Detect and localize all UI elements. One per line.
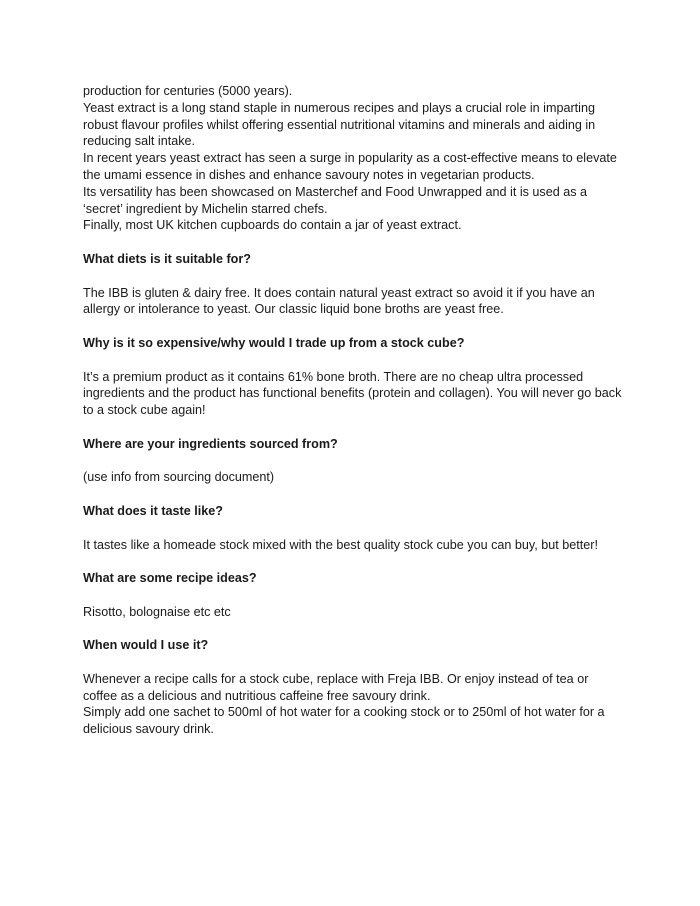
spacer: [83, 268, 623, 285]
spacer: [83, 234, 623, 251]
spacer: [83, 318, 623, 335]
spacer: [83, 453, 623, 470]
intro-paragraph: production for centuries (5000 years).: [83, 84, 293, 98]
spacer: [83, 419, 623, 436]
faq-answer-usage: Whenever a recipe calls for a stock cube, replace with Freja IBB. Or enjoy instead of tea or coffee as a delicious and nutritious caffeine free savoury drink.: [83, 671, 589, 703]
faq-question-diets: What diets is it suitable for?: [83, 251, 251, 266]
spacer: [83, 553, 623, 570]
intro-paragraph: Its versatility has been showcased on Masterchef and Food Unwrapped and it is used as a ‘secret’ ingredient by Michelin starred chefs.: [83, 184, 588, 216]
faq-answer-price: It’s a premium product as it contains 61% bone broth. There are no cheap ultra processed ingredients and the product has functional benefits (protein and collagen). You will never go back to a stock cube again!: [83, 369, 622, 418]
faq-question-price: Why is it so expensive/why would I trade up from a stock cube?: [83, 335, 465, 350]
faq-question-taste: What does it taste like?: [83, 503, 223, 518]
faq-answer-taste: It tastes like a homeade stock mixed with the best quality stock cube you can buy, but better!: [83, 537, 598, 552]
intro-paragraph: Finally, most UK kitchen cupboards do contain a jar of yeast extract.: [83, 218, 462, 233]
faq-question-recipes: What are some recipe ideas?: [83, 571, 257, 586]
faq-answer-diets: The IBB is gluten & dairy free. It does contain natural yeast extract so avoid it if you have an allergy or intolerance to yeast. Our classic liquid bone broths are yeast free.: [83, 285, 595, 317]
spacer: [83, 654, 623, 671]
faq-question-sourcing: Where are your ingredients sourced from?: [83, 436, 338, 451]
faq-answer-recipes: Risotto, bolognaise etc etc: [83, 604, 231, 619]
spacer: [83, 352, 623, 369]
intro-paragraph: In recent years yeast extract has seen a surge in popularity as a cost-effective means to elevate the umami essence in dishes and enhance savoury notes in vegetarian products.: [83, 151, 617, 182]
spacer: [83, 520, 623, 537]
spacer: [83, 587, 623, 604]
faq-answer-sourcing: (use info from sourcing document): [83, 470, 275, 485]
document-body: [83, 83, 623, 738]
faq-question-usage: When would I use it?: [83, 638, 209, 653]
spacer: [83, 486, 623, 503]
faq-answer-usage: Simply add one sachet to 500ml of hot water for a cooking stock or to 250ml of hot water for a delicious savoury drink.: [83, 705, 605, 737]
spacer: [83, 621, 623, 638]
intro-paragraph: Yeast extract is a long stand staple in numerous recipes and plays a crucial role in imparting robust flavour profiles whilst offering essential nutritional vitamins and minerals and aiding in reducing salt intake.: [83, 100, 596, 149]
